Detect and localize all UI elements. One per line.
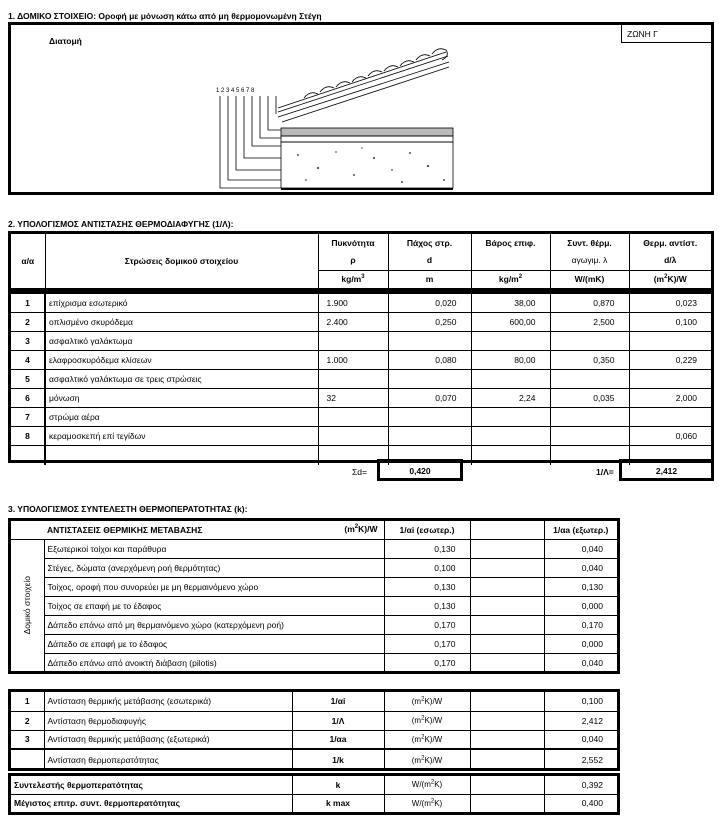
- summary-row: [11, 711, 617, 730]
- layer-thickness: [388, 408, 471, 427]
- empty-cell: [470, 596, 544, 615]
- layer-row: [11, 427, 711, 446]
- layer-thickness: 0,020: [388, 294, 471, 313]
- col-thickness-unit: m: [388, 270, 471, 288]
- layer-number: 5: [11, 370, 45, 389]
- layer-number: 3: [11, 332, 45, 351]
- layer-weight: 600,00: [471, 313, 550, 332]
- transfer-row: [11, 634, 617, 653]
- col-conductivity-unit: W/(mK): [550, 270, 629, 288]
- col-thickness: Πάχος στρ.: [388, 234, 471, 252]
- total-row: [11, 749, 617, 770]
- section1-title: 1. ΔΟΜΙΚΟ ΣΤΟΙΧΕΙΟ: Οροφή με μόνωση κάτω από μη θερμομονωμένη Στέγη: [8, 11, 322, 21]
- empty-cell: [470, 615, 544, 634]
- layer-weight: [471, 332, 550, 351]
- layer-number: 2: [11, 313, 45, 332]
- empty-cell: [470, 730, 544, 749]
- col-density-unit: $kg/m^3$: [318, 270, 388, 288]
- col-layers: Στρώσεις δομικού στοιχείου: [45, 234, 318, 288]
- layer-density: [318, 370, 388, 389]
- layer-resistance: 0,060: [629, 427, 711, 446]
- total-symbol: 1/k: [292, 749, 384, 770]
- empty-cell: [470, 794, 544, 812]
- layer-name: οπλισμένο σκυρόδεμα: [45, 313, 318, 332]
- transfer-aa: 0,000: [544, 634, 617, 653]
- layer-conductivity: [550, 370, 629, 389]
- transfer-name: Τοίχος, οροφή που συνορεύει με μη θερμαινόμενο χώρο: [44, 577, 384, 596]
- transfer-name: Τοίχος σε επαφή με το έδαφος: [44, 596, 384, 615]
- transfer-aa: 0,170: [544, 615, 617, 634]
- layer-conductivity: 0,350: [550, 351, 629, 370]
- unit-cell: $(m^2K)/W$: [384, 692, 470, 711]
- summary-symbol: 1/αa: [292, 730, 384, 749]
- unit-cell: $(m^2K)/W$: [384, 730, 470, 749]
- layer-density: 1.900: [318, 294, 388, 313]
- transfer-row: [11, 539, 617, 558]
- layer-conductivity: 2,500: [550, 313, 629, 332]
- total-value: 2,552: [544, 749, 617, 770]
- summary-number: 3: [11, 730, 44, 749]
- layer-conductivity: [550, 427, 629, 446]
- transfer-row: [11, 596, 617, 615]
- unit-cell: $W/(m^2K)$: [384, 794, 470, 812]
- inv-lambda-value: 2,412: [619, 459, 714, 481]
- section3-title: 3. ΥΠΟΛΟΓΙΣΜΟΣ ΣΥΝΤΕΛΕΣΤΗ ΘΕΡΜΟΠΕΡΑΤΟΤΗΤΑΣ (k):: [8, 504, 248, 514]
- transfer-ai: 0,130: [384, 596, 470, 615]
- summary-symbol: 1/αi: [292, 692, 384, 711]
- layer-resistance: 0,023: [629, 294, 711, 313]
- layer-density: [318, 332, 388, 351]
- summary-value: 2,412: [544, 711, 617, 730]
- layer-name: μόνωση: [45, 389, 318, 408]
- transfer-aa: 0,040: [544, 558, 617, 577]
- layer-density: 1.000: [318, 351, 388, 370]
- layer-thickness: 0,250: [388, 313, 471, 332]
- k-row: [11, 776, 617, 794]
- layer-weight: [471, 446, 550, 465]
- col-conductivity: Συντ. θέρμ.: [550, 234, 629, 252]
- layer-resistance: [629, 370, 711, 389]
- total-name: Αντίσταση θερμοπερατότητας: [44, 749, 292, 770]
- layer-name: ασφαλτικό γαλάκτωμα σε τρεις στρώσεις: [45, 370, 318, 389]
- transfer-row: [11, 653, 617, 672]
- layer-conductivity: 0,870: [550, 294, 629, 313]
- empty-cell: [470, 776, 544, 794]
- summary-value: 0,100: [544, 692, 617, 711]
- layer-number: 4: [11, 351, 45, 370]
- summary-symbol: 1/Λ: [292, 711, 384, 730]
- col-density-sym: ρ: [318, 252, 388, 270]
- empty-cell: [470, 558, 544, 577]
- layer-weight: 2,24: [471, 389, 550, 408]
- summary-number: 2: [11, 711, 44, 730]
- transfer-name: Εξωτερικοί τοίχοι και παράθυρα: [44, 539, 384, 558]
- layer-thickness: 0,080: [388, 351, 471, 370]
- layer-name: επίχρισμα εσωτερικό: [45, 294, 318, 313]
- summary-number: 1: [11, 692, 44, 711]
- k-symbol: k: [292, 776, 384, 794]
- layer-numbers: 1 2 3 4 5 6 7 8: [216, 88, 255, 94]
- transfer-ai: 0,130: [384, 539, 470, 558]
- layer-density: 2.400: [318, 313, 388, 332]
- k-value: 0,392: [544, 776, 617, 794]
- transfer-name: Δάπεδο σε επαφή με το έδαφος: [44, 634, 384, 653]
- transfer-ai: 0,130: [384, 577, 470, 596]
- transfer-aa: 0,000: [544, 596, 617, 615]
- layer-resistance: [629, 332, 711, 351]
- col-ai: 1/αi (εσωτερ.): [384, 521, 470, 539]
- layer-density: 32: [318, 389, 388, 408]
- col-resistance-unit: $(m^2K)/W$: [629, 270, 711, 288]
- layer-thickness: [388, 427, 471, 446]
- transfer-row: [11, 615, 617, 634]
- layer-name: κεραμοσκεπή επί τεγίδων: [45, 427, 318, 446]
- layer-name: [45, 446, 318, 465]
- transfer-ai: 0,170: [384, 634, 470, 653]
- empty-cell: [470, 577, 544, 596]
- layer-row: [11, 332, 711, 351]
- k-name: Μέγιστος επιτρ. συντ. θερμοπερατότητας: [11, 794, 292, 812]
- layer-resistance: 2,000: [629, 389, 711, 408]
- col-aa: α/α: [11, 234, 45, 288]
- layer-row: [11, 294, 711, 313]
- transfer-row: [11, 558, 617, 577]
- k-symbol: k max: [292, 794, 384, 812]
- empty-cell: [470, 634, 544, 653]
- layer-thickness: [388, 332, 471, 351]
- layer-row: [11, 389, 711, 408]
- layer-conductivity: [550, 332, 629, 351]
- layer-name: ελαφροσκυρόδεμα κλίσεων: [45, 351, 318, 370]
- layer-number: 7: [11, 408, 45, 427]
- resistance-header: [8, 231, 714, 291]
- layer-number: 8: [11, 427, 45, 446]
- col-aa-ext: 1/αa (εξωτερ.): [544, 521, 617, 539]
- summary-name: Αντίσταση θερμικής μετάβασης (εξωτερικά): [44, 730, 292, 749]
- layer-row: [11, 313, 711, 332]
- unit-cell: $W/(m^2K)$: [384, 776, 470, 794]
- layer-row: [11, 370, 711, 389]
- layer-weight: [471, 370, 550, 389]
- transfer-aa: 0,040: [544, 539, 617, 558]
- transfer-row: [11, 577, 617, 596]
- layer-density: [318, 408, 388, 427]
- transfer-name: Δάπεδο επάνω από μη θερμαινόμενο χώρο (κατερχόμενη ροή): [44, 615, 384, 634]
- summary-value: 0,040: [544, 730, 617, 749]
- k-row: [11, 794, 617, 812]
- transfer-aa: 0,040: [544, 653, 617, 672]
- transfer-header: ΑΝΤΙΣΤΑΣΕΙΣ ΘΕΡΜΙΚΗΣ ΜΕΤΑΒΑΣΗΣ $(m^2K)/W$: [11, 521, 384, 539]
- col-thickness-sym: d: [388, 252, 471, 270]
- layer-resistance: 0,100: [629, 313, 711, 332]
- empty-cell: [11, 749, 44, 770]
- transfer-ai: 0,100: [384, 558, 470, 577]
- summary-name: Αντίσταση θερμοδιαφυγής: [44, 711, 292, 730]
- empty-cell: [470, 653, 544, 672]
- layer-row: [11, 408, 711, 427]
- unit-cell: $(m^2K)/W$: [384, 749, 470, 770]
- k-value: 0,400: [544, 794, 617, 812]
- transfer-aa: 0,130: [544, 577, 617, 596]
- cross-section-drawing: [206, 40, 466, 190]
- zone-label: ΖΩΝΗ Γ: [621, 25, 711, 43]
- section2-title: 2. ΥΠΟΛΟΓΙΣΜΟΣ ΑΝΤΙΣΤΑΣΗΣ ΘΕΡΜΟΔΙΑΦΥΓΗΣ (1/Λ):: [8, 219, 234, 229]
- col-weight: Βάρος επιφ.: [471, 234, 550, 252]
- col-weight-unit: $kg/m^2$: [471, 270, 550, 288]
- transfer-ai: 0,170: [384, 653, 470, 672]
- summary-row: [11, 730, 617, 749]
- layer-weight: [471, 408, 550, 427]
- sum-d-value: 0,420: [377, 459, 463, 481]
- transfer-name: Στέγες, δώματα (ανερχόμενη ροή θερμότητας): [44, 558, 384, 577]
- k-name: Συντελεστής θερμοπερατότητας: [11, 776, 292, 794]
- empty-cell: [470, 711, 544, 730]
- transfer-ai: 0,170: [384, 615, 470, 634]
- layer-resistance: 0,229: [629, 351, 711, 370]
- layer-thickness: [388, 370, 471, 389]
- layer-density: [318, 427, 388, 446]
- inv-lambda-label: 1/Λ=: [596, 467, 614, 477]
- empty-cell: [470, 692, 544, 711]
- layer-resistance: [629, 408, 711, 427]
- section1-box: [8, 22, 714, 195]
- layer-weight: [471, 427, 550, 446]
- transfer-table: [8, 518, 620, 674]
- layer-number: 1: [11, 294, 45, 313]
- summary-row: [11, 692, 617, 711]
- layer-weight: 80,00: [471, 351, 550, 370]
- layer-name: στρώμα αέρα: [45, 408, 318, 427]
- unit-cell: $(m^2K)/W$: [384, 711, 470, 730]
- col-density: Πυκνότητα: [318, 234, 388, 252]
- sum-d-label: Σd=: [352, 467, 367, 477]
- col-resistance: Θερμ. αντίστ.: [629, 234, 711, 252]
- layer-thickness: 0,070: [388, 389, 471, 408]
- layer-weight: 38,00: [471, 294, 550, 313]
- summary-name: Αντίσταση θερμικής μετάβασης (εσωτερικά): [44, 692, 292, 711]
- layer-conductivity: [550, 408, 629, 427]
- col-resistance-sym: d/λ: [629, 252, 711, 270]
- col-conductivity-sym: αγωγιμ. λ: [550, 252, 629, 270]
- summary-table: [8, 689, 620, 771]
- layer-number: 6: [11, 389, 45, 408]
- layer-number: [11, 446, 45, 465]
- layer-row: [11, 351, 711, 370]
- side-label-cell: [11, 539, 44, 672]
- drawing-label: Διατομή: [49, 36, 82, 46]
- empty-cell: [470, 539, 544, 558]
- layer-conductivity: 0,035: [550, 389, 629, 408]
- empty-cell: [470, 749, 544, 770]
- layers-table: [8, 290, 714, 463]
- side-label: Δομικό στοιχείο: [22, 575, 33, 634]
- layer-name: ασφαλτικό γαλάκτωμα: [45, 332, 318, 351]
- k-table: [8, 773, 620, 815]
- transfer-name: Δάπεδο επάνω από ανοικτή διάβαση (pilotis): [44, 653, 384, 672]
